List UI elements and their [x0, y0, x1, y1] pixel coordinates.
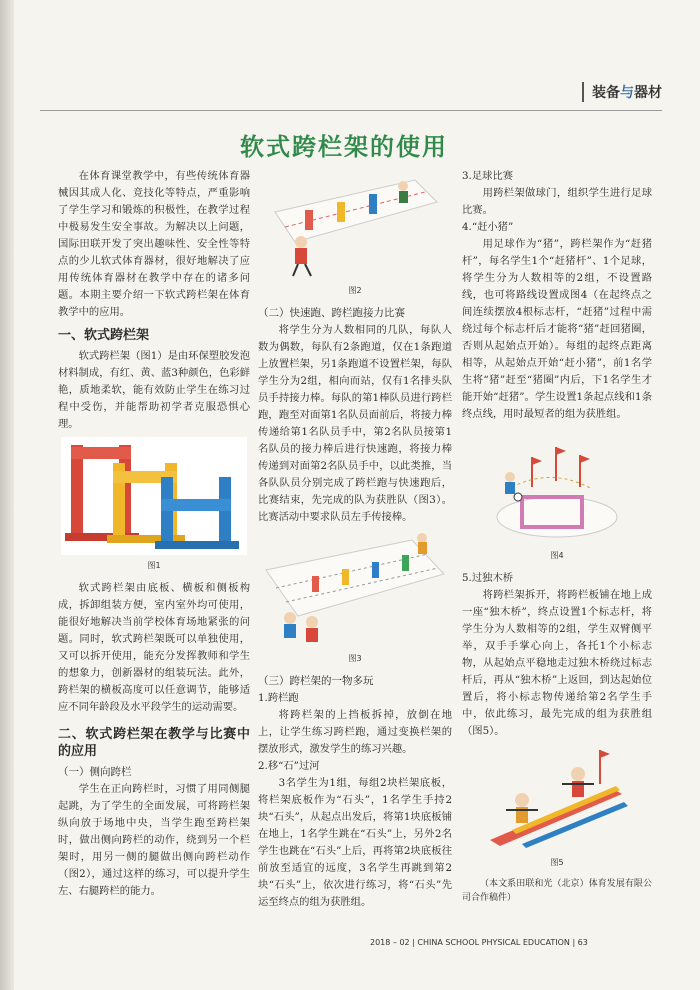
- game3-title: 3.足球比赛: [462, 170, 514, 182]
- section2-paragraph2: 将学生分为人数相同的几队，每队人数为偶数，每队有2条跑道，仅在1条跑道上放置栏架，另1条跑道不设置栏架，每队学生分为2组，相向而站，仅有1名排头队员手持接力棒。每队的第1棒队员进行跨栏跑，跑至对面第1名队员面前后，将接力棒传递给第1名队员手中，第2名队员接第1名队员的接力棒后进行快速跑，将接力棒传递到对面第2名队员手中，以此类推，当各队队员分别完成了跨栏跑与快速跑后，比赛结束，先完成的队为获胜队（图3）。比赛活动中要求队员左手传接棒。: [258, 324, 452, 523]
- section1-paragraph1: 软式跨栏架（图1）是由环保塑胶发泡材料制成，有红、黄、蓝3种颜色，色彩鲜艳，质地柔软，能有效防止学生在练习过程中受伤，并能帮助初学者克服恐惧心理。: [58, 350, 250, 430]
- section2-heading: 二、软式跨栏架在教学与比赛中的应用: [58, 727, 250, 759]
- intro-paragraph: 在体育课堂教学中，有些传统体育器械因其成人化、竞技化等特点，严重影响了学生学习和锻炼的积极性，在教学过程中极易发生安全事故。为解决以上问题，国际田联开发了突出趣味性、安全性等特点的少儿软式体育器材，很好地解决了应用传统体育器材在教学中存在的诸多问题。本期主要介绍一下软式跨栏架在体育教学中的应用。: [58, 170, 250, 318]
- balance-beam-illustration: [482, 744, 632, 852]
- relay-illustration: [262, 530, 448, 648]
- game1-text: 将跨栏架的上挡板拆掉，放倒在地上，让学生练习跨栏跑，通过变换栏架的摆放形式，激发学生的练习兴趣。: [258, 709, 452, 755]
- figure5-caption: 图5: [550, 858, 564, 867]
- section2-subheading3: （三）跨栏架的一物多玩: [258, 675, 374, 687]
- figure1-hurdles-image: [61, 437, 247, 555]
- game3-text: 用跨栏架做球门，组织学生进行足球比赛。: [462, 187, 652, 216]
- figure5-balance-beam-image: [482, 744, 632, 852]
- section1-heading: 一、软式跨栏架: [58, 328, 150, 343]
- section2-subheading1: （一）侧向跨栏: [58, 766, 132, 778]
- game5-text: 将跨栏架拆开，将跨栏板铺在地上成一座“独木桥”，终点设置1个标志杆，将学生分为人数相等的2组，学生双臂侧平举，双手手掌心向上，各托1个小标志物，从起始点平稳地走过独木桥绕过标志杆后，再从“独木桥”上返回，到达起始位置后，将小标志物传递给第2名学生手中，依此练习，最先完成的组为获胜组（图5）。: [462, 589, 652, 737]
- section-tag: [582, 82, 662, 102]
- figure2-lateral-hurdle-image: [265, 172, 445, 280]
- chase-pig-illustration: [492, 427, 622, 545]
- game2-title: 2.移“石”过河: [258, 760, 320, 772]
- right-column: [462, 168, 652, 905]
- section1-paragraph2: 软式跨栏架由底板、横板和侧板构成，拆卸组装方便，室内室外均可使用，能很好地解决当前学校体育场地紧张的问题。同时，软式跨栏架既可以单独使用，又可以拆开使用，能充分发挥教师和学生的想象力，创新器材的组装玩法。此外，跨栏架的横板高度可以任意调节，能够适应不同年龄段及水平段学生的运动需要。: [58, 582, 250, 713]
- article-title: 软式跨栏架的使用: [240, 132, 448, 161]
- figure3-caption: 图3: [348, 654, 362, 663]
- game1-title: 1.跨栏跑: [258, 692, 299, 704]
- figure1-caption: 图1: [147, 561, 161, 570]
- page-spine-shadow: [0, 0, 14, 990]
- middle-column: [258, 168, 452, 911]
- game2-text: 3名学生为1组，每组2块栏架底板，将栏架底板作为“石头”，1名学生手持2块“石头”，从起点出发后，将第1块底板铺在地上，1名学生跳在“石头”上，另外2名学生也跳在“石头”上后，再将第2块底板往前放至适宜的远度，3名学生再跳到第2块“石头”上，依次进行练习，将“石头”先运至终点的组为获胜组。: [258, 777, 452, 908]
- page-footer: 2018 – 02 | CHINA SCHOOL PHYSICAL EDUCATION | 63: [370, 938, 588, 947]
- figure4-caption: 图4: [550, 551, 564, 560]
- game5-title: 5.过独木桥: [462, 572, 514, 584]
- section-tag-part2: 与: [620, 85, 634, 101]
- section2-subheading2: （二）快速跑、跨栏跑接力比赛: [258, 307, 405, 319]
- section-tag-part1: 装备: [592, 85, 620, 101]
- header-rule: [40, 110, 662, 111]
- figure2-caption: 图2: [348, 286, 362, 295]
- game4-title: 4.“赶小猪”: [462, 221, 514, 233]
- section2-paragraph1: 学生在正向跨栏时，习惯了用同侧腿起跳，为了学生的全面发展，可将跨栏架纵向放于场地中央，当学生跑至跨栏架时，做出侧向跨栏的动作，绕到另一个栏架时，用另一侧的腿做出侧向跨栏动作（图2），通过这样的练习，可以提升学生左、右腿跨栏的能力。: [58, 783, 250, 897]
- figure3-relay-image: [262, 530, 448, 648]
- game4-text: 用足球作为“猪”，跨栏架作为“赶猪杆”，每名学生1个“赶猪杆”、1个足球，将学生分为人数相等的2组，不设置路线，也可将路线设置成图4（在起终点之间连续摆放4根标志杆，“赶猪”过程中需绕过每个标志杆后才能将“猪”赶回猪圈，否则从起始点开始）。每组的起终点距离相等，从起始点开始“赶小猪”，前1名学生将“猪”赶至“猪圈”内后，下1名学生才能开始“赶猪”。学生设置1条起点线和1条终点线，用时最短者的组为获胜组。: [462, 238, 652, 420]
- article-credit: （本文系田联和光（北京）体育发展有限公司合作稿件）: [462, 879, 652, 903]
- figure4-chase-pig-image: [492, 427, 622, 545]
- lateral-hurdle-illustration: [265, 172, 445, 280]
- left-column: [58, 168, 250, 900]
- section-tag-part3: 器材: [634, 85, 662, 101]
- hurdles-illustration: [61, 437, 247, 555]
